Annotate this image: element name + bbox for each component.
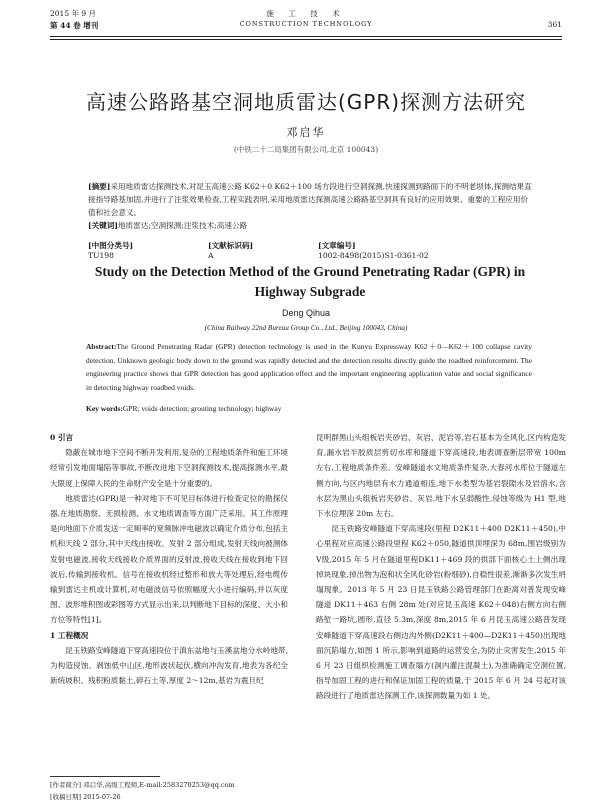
paragraph: 昆明群黑山头组板岩夹砂岩、灰岩、泥岩等,岩石基本为全风化,区内构造发育,漏水岩半胶质层剪切水库和隧道下穿高速段,地表调查断层带宽 100m 左右,工程地质条件差。安峰隧道水文地质条件复杂,大春河水库位于隧道左侧方向,与区内地层有水力通道相连,地下水类型为基岩裂隙水及岩溶水,含水层为黑山头组板岩夹砂岩、灰岩,地下水呈弱酸性,侵蚀等级为 H1 型,地下水位埋深 20m 左右。	[316, 433, 566, 519]
classification-row	[88, 240, 532, 260]
clc-field	[88, 240, 208, 260]
clc-value: TU198	[88, 251, 114, 260]
abstract-cn	[88, 180, 532, 232]
keywords-cn-text: 地质雷达;空洞探测;注浆技术;高速公路	[117, 221, 248, 230]
abstract-en-text: The Ground Penetrating Radar (GPR) detection technology is used in the Kunyu Expressway K62＋0—K62＋100 collapse cavity detection. Unknown geologic body down to the ground was rapidly detected and the detection results directly guide the roadbed reinforcement. The engineering practice shows that GPR detection has good application effect and the important engineering application value and social significance in detecting highway roadbed voids.	[86, 342, 532, 392]
paragraph: 昆玉铁路安峰隧道下穿高速段位于滇东盆地与玉溪盆地分水岭地带,为构造侵蚀、剥蚀低中山区,地形波状起伏,横向冲沟发育,地表为各纪全新统坡积、残积粉质黏土,碎石土等,厚度 2～12m,基岩为震旦纪	[50, 645, 288, 686]
author-cn: 邓启华	[286, 126, 326, 139]
paper-title-cn: 高速公路路基空洞地质雷达(GPR)探测方法研究	[85, 90, 527, 114]
affiliation-cn: (中铁二十二局集团有限公司,北京 100043)	[233, 145, 379, 154]
body-column-right	[316, 430, 566, 704]
section-heading-intro: 0 引言	[50, 433, 74, 442]
author-en: Deng Qihua	[281, 308, 331, 318]
journal-title-cn: 施 工 技 术	[266, 9, 346, 18]
header-rule-thin	[50, 39, 562, 40]
doc-code-value: A	[208, 251, 214, 260]
page-number: 361	[547, 20, 562, 29]
paper-title-en: Study on the Detection Method of the Ground Penetrating Radar (GPR) in Highway Subgrade	[94, 264, 526, 299]
issue-date: 2015 年 9 月	[50, 9, 97, 18]
paragraph: 地质雷达(GPR)是一种对地下不可见目标体进行检查定位的勘探仪器,在地质勘察、无损检测、水文地质调查等方面广泛采用。其工作原理是向地面下介质发送一定频率的宽频脉冲电磁波以确定介质分布,包括主机和天线 2 部分,其中天线由接收、发射 2 部分组成,发射天线向被测体发射电磁波,接收天线接收介质界面的反射波,接收天线在接收到地下回波后,传输到接收机。信号在接收机经过整形和放大等处理后,经电缆传输到雷达主机或计算机,对电磁波信号依照幅度大小进行编码,并以灰度图、波形堆积图或彩图等方式显示出来,以判断地下目标的深度、大小和方位等特性[1]。	[50, 493, 288, 625]
paragraph: 昆玉铁路安峰隧道下穿高速段(里程 D2K11＋400 D2K11＋450),中心里程对应高速公路段里程 K62＋050,隧道拱顶埋深为 68m,围岩级别为Ⅴ级,2015 年 5 月在隧道里程DK11＋469 段的拱部下面核心土上侧出现掉块现象,掉出物为泡和状全风化砂岩(粉细砂),自稳性很差,渐渐多次发生坍塌现象。2013 年 5 月 23 日昆玉铁路公路管理部门在距离对普发现安峰隧道 DK11＋463 右侧 28m 处(对应昆玉高速 K62＋048)右侧方向右侧路堑一路坑,圆形,直径 5.3m,深度 8m,2015 年 6 月昆玉高速公路普发现安峰隧道下穿高速段右侧边沟外侧(D2K11＋400—D2K11＋450)出现地面沉陷塌方,如图 1 所示,影响到道路的运营安全,为防止灾害发生,2015 年 6 月 23 日组织检测施工调查塌方(洞内灌注混凝土),为准确确定空洞位置,指导加固工程的进行和保证加固工程的质量,于 2015 年 6 月 24 号起对该路段进行了地质雷达探测工作,该探测数量为如 1 处。	[316, 524, 566, 701]
article-no-value: 1002-8498(2015)S1-0361-02	[318, 251, 429, 260]
abstract-cn-label: [摘要]	[88, 182, 111, 191]
doc-code-field	[208, 240, 318, 260]
journal-title-en: CONSTRUCTION TECHNOLOGY	[239, 20, 373, 28]
header-rule-thick	[50, 36, 562, 37]
body-column-left	[50, 430, 288, 688]
footnote-rule	[50, 776, 160, 777]
keywords-en	[86, 404, 532, 413]
footnote-received: [收稿日期] 2015-07-26	[50, 793, 121, 801]
affiliation-en: (China Railway 22nd Bureau Group Co., Ltd., Beijing 100043, China)	[204, 324, 408, 332]
keywords-cn-label: [关键词]	[88, 221, 118, 230]
section-heading-overview: 1 工程概况	[50, 630, 89, 640]
volume-info: 第 44 卷 增刊	[50, 21, 99, 30]
abstract-en	[86, 340, 532, 394]
article-no-label: [文章编号]	[318, 241, 356, 250]
doc-code-label: [文献标识码]	[208, 241, 254, 250]
keywords-en-text: GPR; voids detection; grouting technology; highway	[122, 404, 282, 413]
article-no-field	[318, 240, 429, 260]
keywords-en-label: Key words:	[86, 404, 123, 413]
abstract-en-label: Abstract:	[86, 342, 117, 351]
footnote-author: [作者简介] 邓启华,高级工程师,E-mail:2583270253@qq.com	[50, 781, 235, 789]
paragraph: 隐蔽在城市地下空间不断开发利用,复杂的工程地质条件和施工环境经常引发地面塌陷等事故,不断改进地下空洞探测技术,提高探测水平,最大限度上保障人民的生命财产安全是十分重要的。	[50, 448, 288, 488]
abstract-cn-text: 采用地质雷达探测技术,对昆玉高速公路 K62＋0 K62＋100 场方段进行空洞探测,快速探测到路面下的不明老坝体,探测结果直接指导路基加固,并进行了注浆效果检查,工程实践表明,采用地质雷达探测高速公路路基空洞具有良好的应用效果、重要的工程应用价值和社会意义。	[88, 182, 532, 217]
clc-label: [中图分类号]	[88, 241, 134, 250]
